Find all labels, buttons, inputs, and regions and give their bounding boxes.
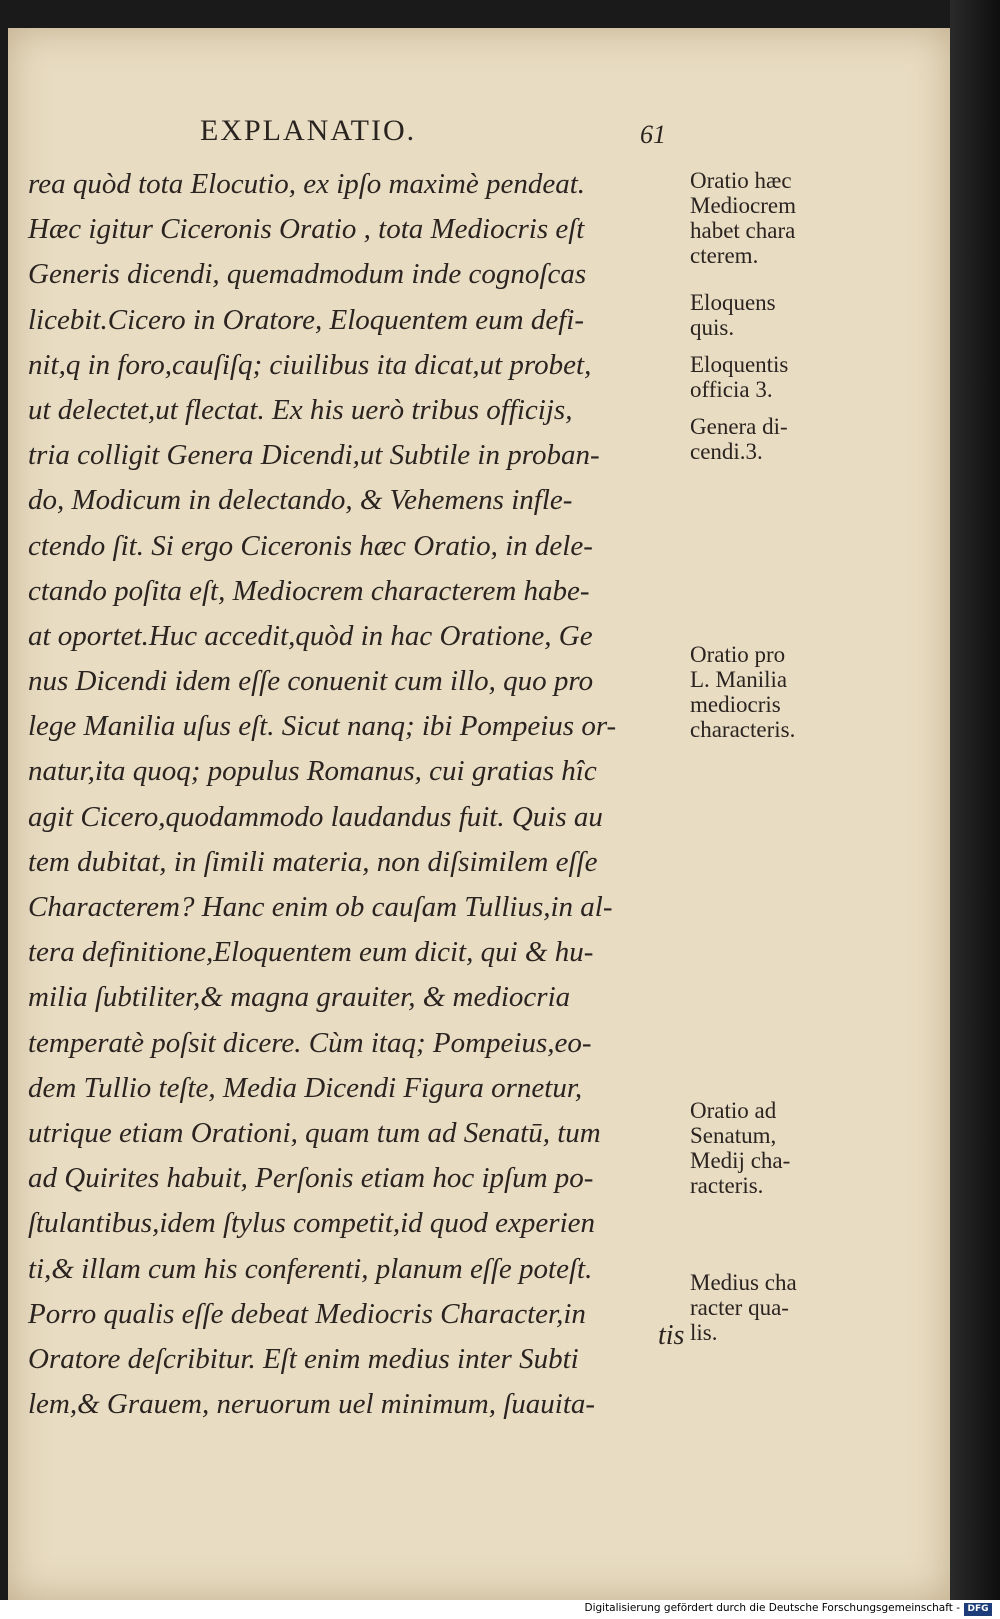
- marginal-line: Eloquens: [690, 290, 776, 315]
- text-line: rea quòd tota Elocutio, ex ipſo maximè pendeat.: [28, 168, 586, 200]
- marginal-line: Oratio pro: [690, 642, 786, 667]
- text-line: ti,& illam cum his conferenti, planum eſſe poteſt.: [28, 1252, 593, 1285]
- text-line: natur,ita quoq; populus Romanus, cui gratias hîc: [28, 755, 597, 788]
- marginal-line: Oratio ad: [690, 1098, 777, 1123]
- marginal-line: habet chara: [690, 218, 796, 243]
- text-line: dem Tullio teſte, Media Dicendi Figura ornetur,: [28, 1071, 583, 1104]
- text-line: lem,& Grauem, neruorum uel minimum, ſuauita-: [28, 1388, 596, 1421]
- text-line: nit,q in foro,cauſiſq; ciuilibus ita dicat,ut probet,: [28, 348, 592, 381]
- marginal-line: racteris.: [690, 1173, 764, 1198]
- book-edge: [950, 0, 1000, 1600]
- marginal-line: characteris.: [690, 717, 796, 742]
- text-line: Porro qualis eſſe debeat Mediocris Character,in: [28, 1297, 586, 1330]
- text-line: licebit.Cicero in Oratore, Eloquentem eum defi-: [28, 303, 584, 336]
- marginal-line: officia 3.: [690, 377, 773, 402]
- text-line: lege Manilia uſus eſt. Sicut nanq; ibi Pompeius or-: [28, 710, 617, 743]
- text-line: tria colligit Genera Dicendi,ut Subtile in proban-: [28, 439, 600, 472]
- text-line: Hæc igitur Ciceronis Oratio , tota Mediocris eſt: [28, 213, 585, 246]
- text-line: at oportet.Huc accedit,quòd in hac Oratione, Ge: [28, 619, 593, 652]
- page-number: 61: [640, 120, 666, 149]
- text-line: ut delectet,ut flectat. Ex his uerò tribus officijs,: [28, 393, 573, 426]
- body-text: [28, 162, 688, 1427]
- marginal-line: Mediocrem: [690, 193, 797, 218]
- catchword: tis: [658, 1320, 685, 1351]
- text-line: Oratore deſcribitur. Eſt enim medius inter Subti: [28, 1342, 579, 1375]
- marginal-line: Oratio hæc: [690, 168, 792, 193]
- running-head: EXPLANATIO.: [200, 114, 417, 147]
- text-line: tera definitione,Eloquentem eum dicit, qui & hu-: [28, 936, 594, 969]
- dfg-logo: DFG: [964, 1603, 992, 1616]
- marginal-line: Medij cha-: [690, 1148, 791, 1173]
- marginal-line: Senatum,: [690, 1123, 777, 1148]
- marginal-line: racter qua-: [690, 1295, 789, 1320]
- marginal-line: L. Manilia: [690, 667, 788, 692]
- marginal-line: cendi.3.: [690, 439, 763, 464]
- text-line: Characterem? Hanc enim ob cauſam Tullius,in al-: [28, 891, 613, 923]
- text-line: Generis dicendi, quemadmodum inde cognoſcas: [28, 258, 587, 291]
- marginal-line: Eloquentis: [690, 352, 789, 377]
- text-line: agit Cicero,quodammodo laudandus fuit. Quis au: [28, 800, 603, 833]
- text-line: do, Modicum in delectando, & Vehemens infle-: [28, 484, 573, 517]
- text-line: ctando poſita eſt, Mediocrem characterem habe-: [28, 574, 590, 607]
- marginal-note: [690, 168, 850, 268]
- page-header: [200, 92, 740, 149]
- text-line: tem dubitat, in ſimili materia, non diſsimilem eſſe: [28, 845, 598, 878]
- marginal-line: Genera di-: [690, 414, 788, 439]
- marginal-line: mediocris: [690, 692, 781, 717]
- text-line: milia ſubtiliter,& magna grauiter, & mediocria: [28, 981, 571, 1014]
- marginal-note: [690, 414, 850, 464]
- marginal-note: [690, 1098, 850, 1198]
- text-line: nus Dicendi idem eſſe conuenit cum illo, quo pro: [28, 665, 594, 698]
- marginal-line: lis.: [690, 1320, 718, 1345]
- text-line: utrique etiam Orationi, quam tum ad Senatū, tum: [28, 1116, 601, 1149]
- marginal-note: [690, 352, 850, 402]
- text-line: ſtulantibus,idem ſtylus competit,id quod experien: [28, 1207, 596, 1240]
- marginal-line: cterem.: [690, 243, 759, 268]
- funding-credit: Digitalisierung gefördert durch die Deutsche Forschungsgemeinschaft -: [584, 1602, 960, 1614]
- text-line: temperatè poſsit dicere. Cùm itaq; Pompeius,eo-: [28, 1026, 592, 1059]
- marginal-line: Medius cha: [690, 1270, 797, 1295]
- marginal-note: [690, 1270, 850, 1345]
- text-line: ad Quirites habuit, Perſonis etiam hoc ipſum po-: [28, 1162, 594, 1195]
- marginal-line: quis.: [690, 315, 735, 340]
- marginal-note: [690, 642, 850, 742]
- text-line: ctendo ſit. Si ergo Ciceronis hæc Oratio, in dele-: [28, 529, 593, 562]
- marginal-note: [690, 290, 850, 340]
- digitization-footer: [0, 1600, 1000, 1619]
